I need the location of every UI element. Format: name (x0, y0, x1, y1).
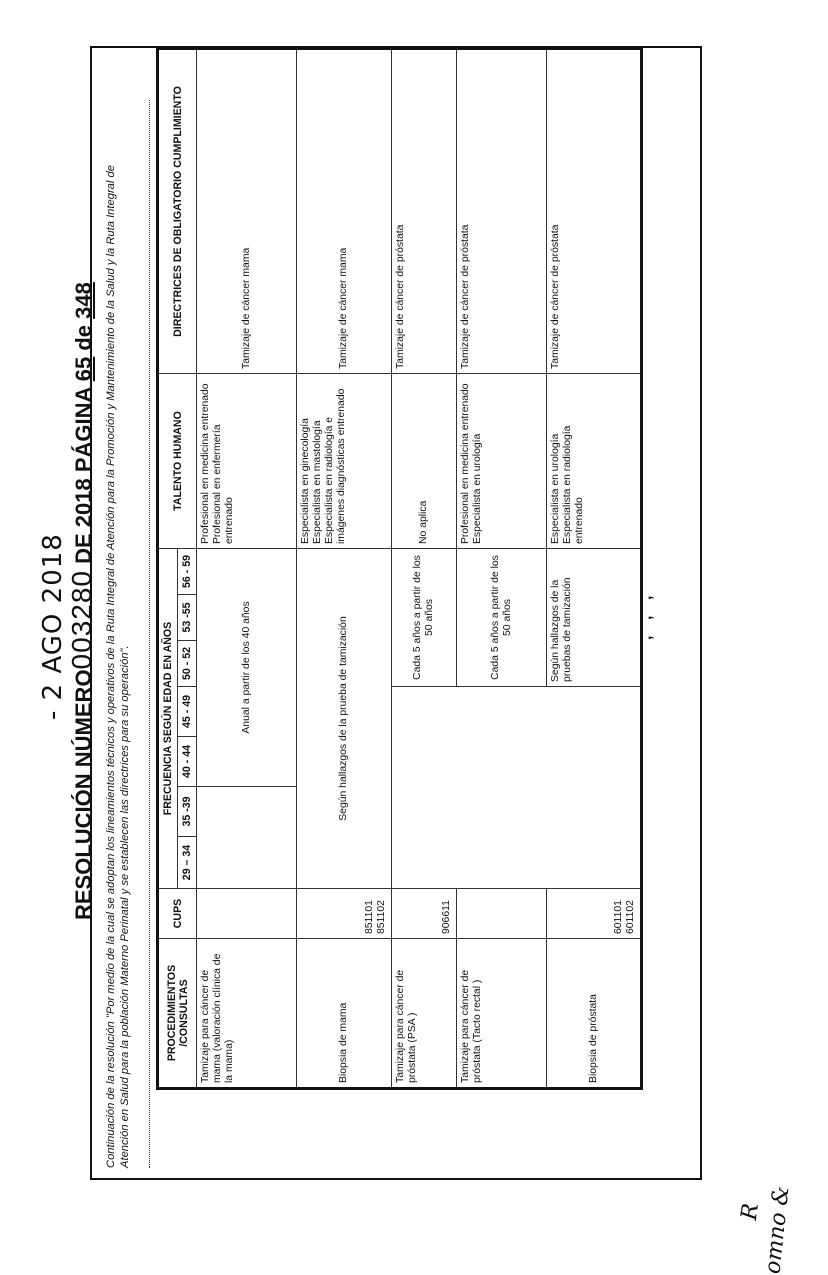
age-col: 50 - 52 (178, 641, 197, 687)
procedimiento-cell: Tamizaje para cáncer de próstata (PSA ) (392, 939, 457, 1089)
directriz-cell: Tamizaje de cáncer de próstata (547, 49, 642, 374)
frecuencia-cell: Según hallazgos de la prueba de tamización (297, 549, 392, 889)
age-col: 40 - 44 (178, 737, 197, 787)
frecuencia-cell: Según hallazgos de la pruebas de tamización (547, 549, 642, 687)
table-row (392, 49, 457, 1089)
talento-cell: Profesional en medicina entrenado Profesional en enfermería entrenado (197, 374, 297, 549)
age-col: 45 - 49 (178, 687, 197, 737)
title-de: de (71, 324, 96, 351)
col-procedimientos: PROCEDIMIENTOS /CONSULTAS (158, 939, 197, 1089)
col-cups: CUPS (158, 889, 197, 939)
signature: omno & (760, 1184, 795, 1275)
scan-mark: , (638, 615, 655, 620)
scan-mark: , (638, 595, 655, 600)
directriz-cell: Tamizaje de cáncer mama (197, 49, 297, 374)
cups-cell (457, 889, 547, 939)
title-prefix: RESOLUCIÓN NÚMERO (71, 669, 96, 920)
col-directrices: DIRECTRICES DE OBLIGATORIO CUMPLIMIENTO (158, 49, 197, 374)
talento-cell: Especialista en urología Especialista en radiología entrenado (547, 374, 642, 549)
directriz-cell: Tamizaje de cáncer de próstata (392, 49, 457, 374)
page-number: 65 (71, 356, 96, 382)
talento-cell: Profesional en medicina entrenado Especialista en urología (457, 374, 547, 549)
frecuencia-cell: Anual a partir de los 40 años (197, 549, 297, 787)
page-total: 348 (71, 282, 96, 319)
title-middle: DE 2018 PÁGINA (71, 387, 96, 564)
procedures-table (156, 47, 643, 1090)
date-stamp: - 2 AGO 2018 (38, 533, 68, 720)
table-row (197, 49, 297, 1089)
directriz-cell: Tamizaje de cáncer de próstata (457, 49, 547, 374)
age-col: 35 -39 (178, 787, 197, 837)
scan-mark: , (638, 635, 655, 640)
frecuencia-cell: Cada 5 años a partir de los 50 años (457, 549, 547, 687)
talento-cell: Especialista en ginecología Especialista en mastología Especialista en radiología e imágenes diagnósticas entrenado (297, 374, 392, 549)
table-row (297, 49, 392, 1089)
col-talento: TALENTO HUMANO (158, 374, 197, 549)
table-row (547, 49, 642, 1089)
age-empty-cell (392, 687, 642, 889)
age-col: 29 – 34 (178, 837, 197, 889)
document-frame (90, 46, 702, 1180)
table-row (457, 49, 547, 1089)
col-frecuencia: FRECUENCIA SEGÚN EDAD EN AÑOS (158, 549, 178, 889)
frecuencia-cell: Cada 5 años a partir de los 50 años (392, 549, 457, 687)
header-row (158, 49, 178, 1089)
cups-cell (197, 889, 297, 939)
age-col: 56 - 59 (178, 549, 197, 595)
initial-mark: R (736, 1201, 765, 1222)
procedimiento-cell: Biopsia de mama (297, 939, 392, 1089)
dotted-divider (149, 100, 150, 1168)
talento-cell: No aplica (392, 374, 457, 549)
procedimiento-cell: Tamizaje para cáncer de mama (valoración clínica de la mama) (197, 939, 297, 1089)
procedimiento-cell: Biopsia de próstata (547, 939, 642, 1089)
procedimiento-cell: Tamizaje para cáncer de próstata (Tacto rectal ) (457, 939, 547, 1089)
age-col: 53 -55 (178, 595, 197, 641)
resolution-number: 003280 (66, 570, 97, 670)
directriz-cell: Tamizaje de cáncer mama (297, 49, 392, 374)
intro-paragraph: Continuación de la resolución "Por medio de la cual se adoptan los lineamientos técnicos y operativos de la Ruta Integral de Atención para la Promoción y Mantenimiento de la Salud y la Ruta Integral de Atención en Salud para la población Materno Perinatal y se establecen las directrices para su operación". (105, 165, 131, 1168)
cups-cell: 601101 601102 (547, 889, 642, 939)
cups-cell: 851101 851102 (297, 889, 392, 939)
cups-cell: 906611 (392, 889, 457, 939)
age-empty-cell (197, 787, 297, 889)
